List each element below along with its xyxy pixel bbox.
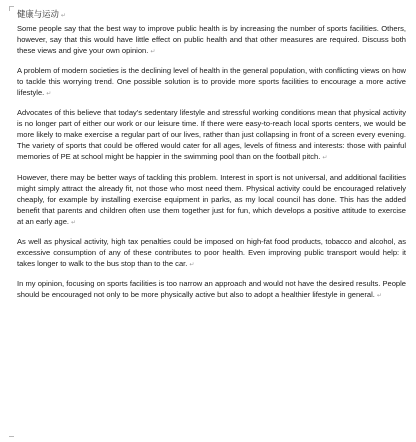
paragraph-6-text: In my opinion, focusing on sports facilities is too narrow an approach and would not have the desired results. People should be encouraged not only to be more physically active but also to adopt a healthier lifestyle in general. <box>17 278 406 299</box>
paragraph-mark-icon: ↵ <box>150 49 156 56</box>
paragraph-2-text: A problem of modern societies is the declining level of health in the general population, with conflicting views on how to tackle this worrying trend. One possible solution is to provide more sports facilities to encourage a more active lifestyle. <box>17 66 406 98</box>
paragraph-1[interactable] <box>17 23 406 58</box>
paragraph-3[interactable] <box>17 107 406 164</box>
paragraph-6[interactable] <box>17 278 406 302</box>
paragraph-mark-icon: ↵ <box>60 13 66 19</box>
paragraph-mark-icon: ↵ <box>71 219 77 226</box>
paragraph-1-text: Some people say that the best way to improve public health is by increasing the number of sports facilities. Others, however, say that this would have little effect on public health and that other measures are required. Discuss both these views and give your own opinion. <box>17 24 406 56</box>
paragraph-mark-icon: ↵ <box>189 261 195 268</box>
paragraph-mark-icon: ↵ <box>376 292 382 299</box>
paragraph-5-text: As well as physical activity, high tax penalties could be imposed on high-fat food products, tobacco and alcohol, as excessive consumption of any of these contributes to poor health. Even improving public transport would help: it takes longer to walk to the bus stop than to the car. <box>17 236 406 268</box>
bottom-margin-mark <box>9 436 14 437</box>
paragraph-2[interactable] <box>17 65 406 100</box>
document-heading[interactable] <box>17 9 406 22</box>
heading-text: 健康与运动 <box>17 9 59 19</box>
paragraph-4-text: However, there may be better ways of tackling this problem. Interest in sport is not universal, and additional facilities might simply attract the already fit, not those who most need them. Physical activity could be encouraged relatively cheaply, for example by installing exercise equipment in parks, as my local council has done. This has the added benefit that parents and children often use them together just for fun, which develops a positive attitude to exercise at an early age. <box>17 172 406 226</box>
paragraph-mark-icon: ↵ <box>46 91 52 98</box>
paragraph-3-text: Advocates of this believe that today's sedentary lifestyle and stressful working conditions mean that physical activity is no longer part of either our work or our leisure time. If there were easy-to-reach local sports centers, we would be more likely to make exercise a regular part of our lives, rather than just collapsing in front of a screen every evening. The variety of sports that could be offered would cater for all ages, levels of fitness and interests: those with painful memories of PE at school might be happier in the swimming pool than on the football pitch. <box>17 108 406 162</box>
top-margin-mark <box>9 6 14 11</box>
paragraph-mark-icon: ↵ <box>322 155 328 162</box>
paragraph-5[interactable] <box>17 236 406 271</box>
paragraph-4[interactable] <box>17 172 406 229</box>
